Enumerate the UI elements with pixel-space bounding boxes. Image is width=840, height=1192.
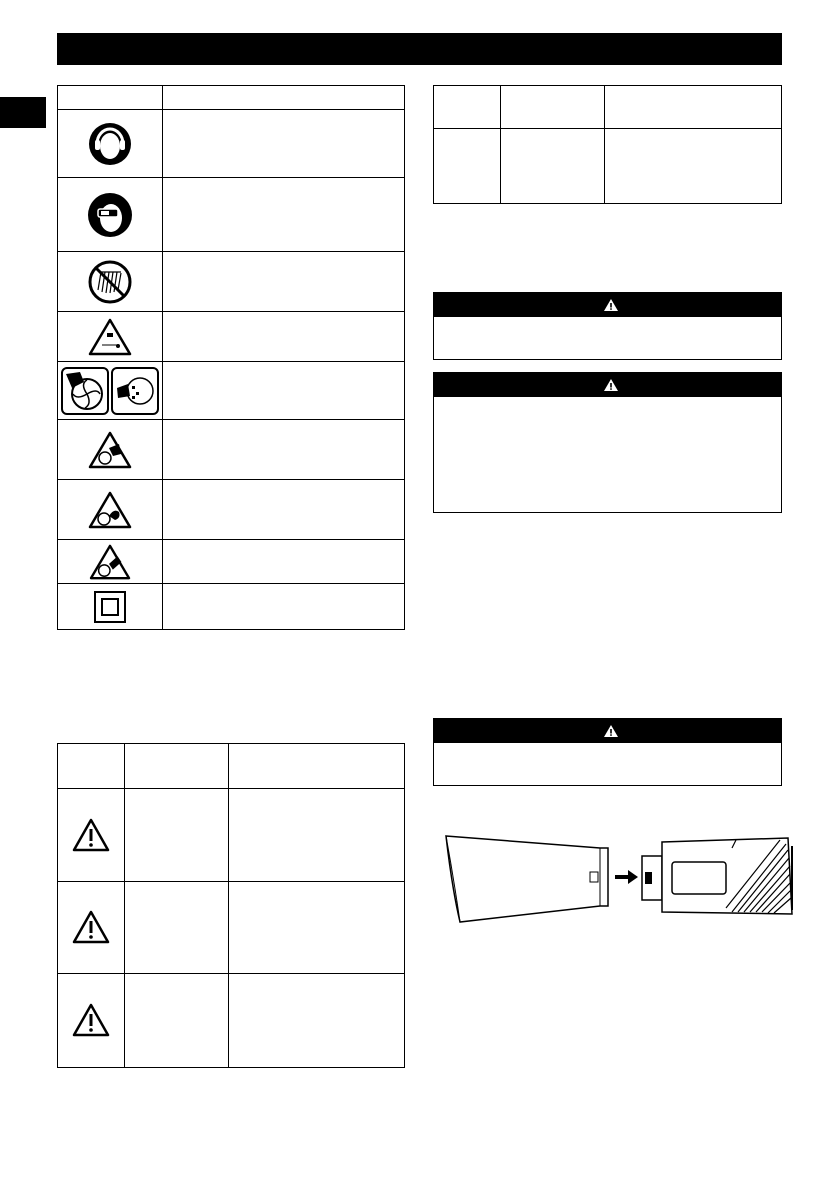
double-insulation-icon	[58, 584, 162, 629]
warning-box	[433, 292, 782, 360]
symbol-row	[58, 252, 404, 312]
warning-triangle-icon	[71, 909, 111, 945]
signal-row-icon	[58, 789, 124, 881]
no-rain-icon	[58, 252, 162, 311]
symbol-row	[58, 110, 404, 178]
symbol-row	[58, 480, 404, 540]
warning-triangle-icon	[71, 817, 111, 853]
alert-triangle-icon	[603, 298, 619, 312]
symbol-row	[58, 312, 404, 362]
nozzle-assembly-figure	[440, 828, 800, 928]
signal-row-icon	[58, 881, 124, 973]
signal-table-header	[58, 744, 404, 789]
warning-box	[433, 718, 782, 786]
small-table-header	[434, 86, 781, 129]
warning-box-header	[434, 293, 781, 317]
eye-protection-icon	[58, 178, 162, 251]
warning-triangle-icon	[71, 1002, 111, 1038]
clothing-fan-hazard-icon	[58, 540, 162, 583]
signal-row-icon	[58, 973, 124, 1067]
warning-box	[433, 372, 782, 513]
symbol-row	[58, 420, 404, 480]
nozzle-illustration	[440, 828, 800, 928]
warning-box-header	[434, 719, 781, 743]
signal-words-table	[57, 743, 405, 1068]
alert-triangle-icon	[603, 724, 619, 738]
section-header-bar	[57, 33, 782, 65]
ear-protection-icon	[58, 110, 162, 177]
alert-triangle-icon	[603, 378, 619, 392]
small-info-table	[433, 85, 782, 204]
symbol-row	[58, 584, 404, 629]
warning-box-header	[434, 373, 781, 397]
hand-fan-hazard-icon	[58, 420, 162, 479]
symbols-table-header	[58, 86, 404, 110]
hair-fan-hazard-icon	[58, 480, 162, 539]
symbol-row	[58, 178, 404, 252]
keep-distance-icon	[58, 312, 162, 361]
symbol-row	[58, 540, 404, 584]
language-side-tab	[0, 97, 46, 128]
symbol-row	[58, 362, 404, 420]
rotating-fan-hazard-icon	[58, 362, 162, 419]
symbols-table	[57, 85, 405, 630]
